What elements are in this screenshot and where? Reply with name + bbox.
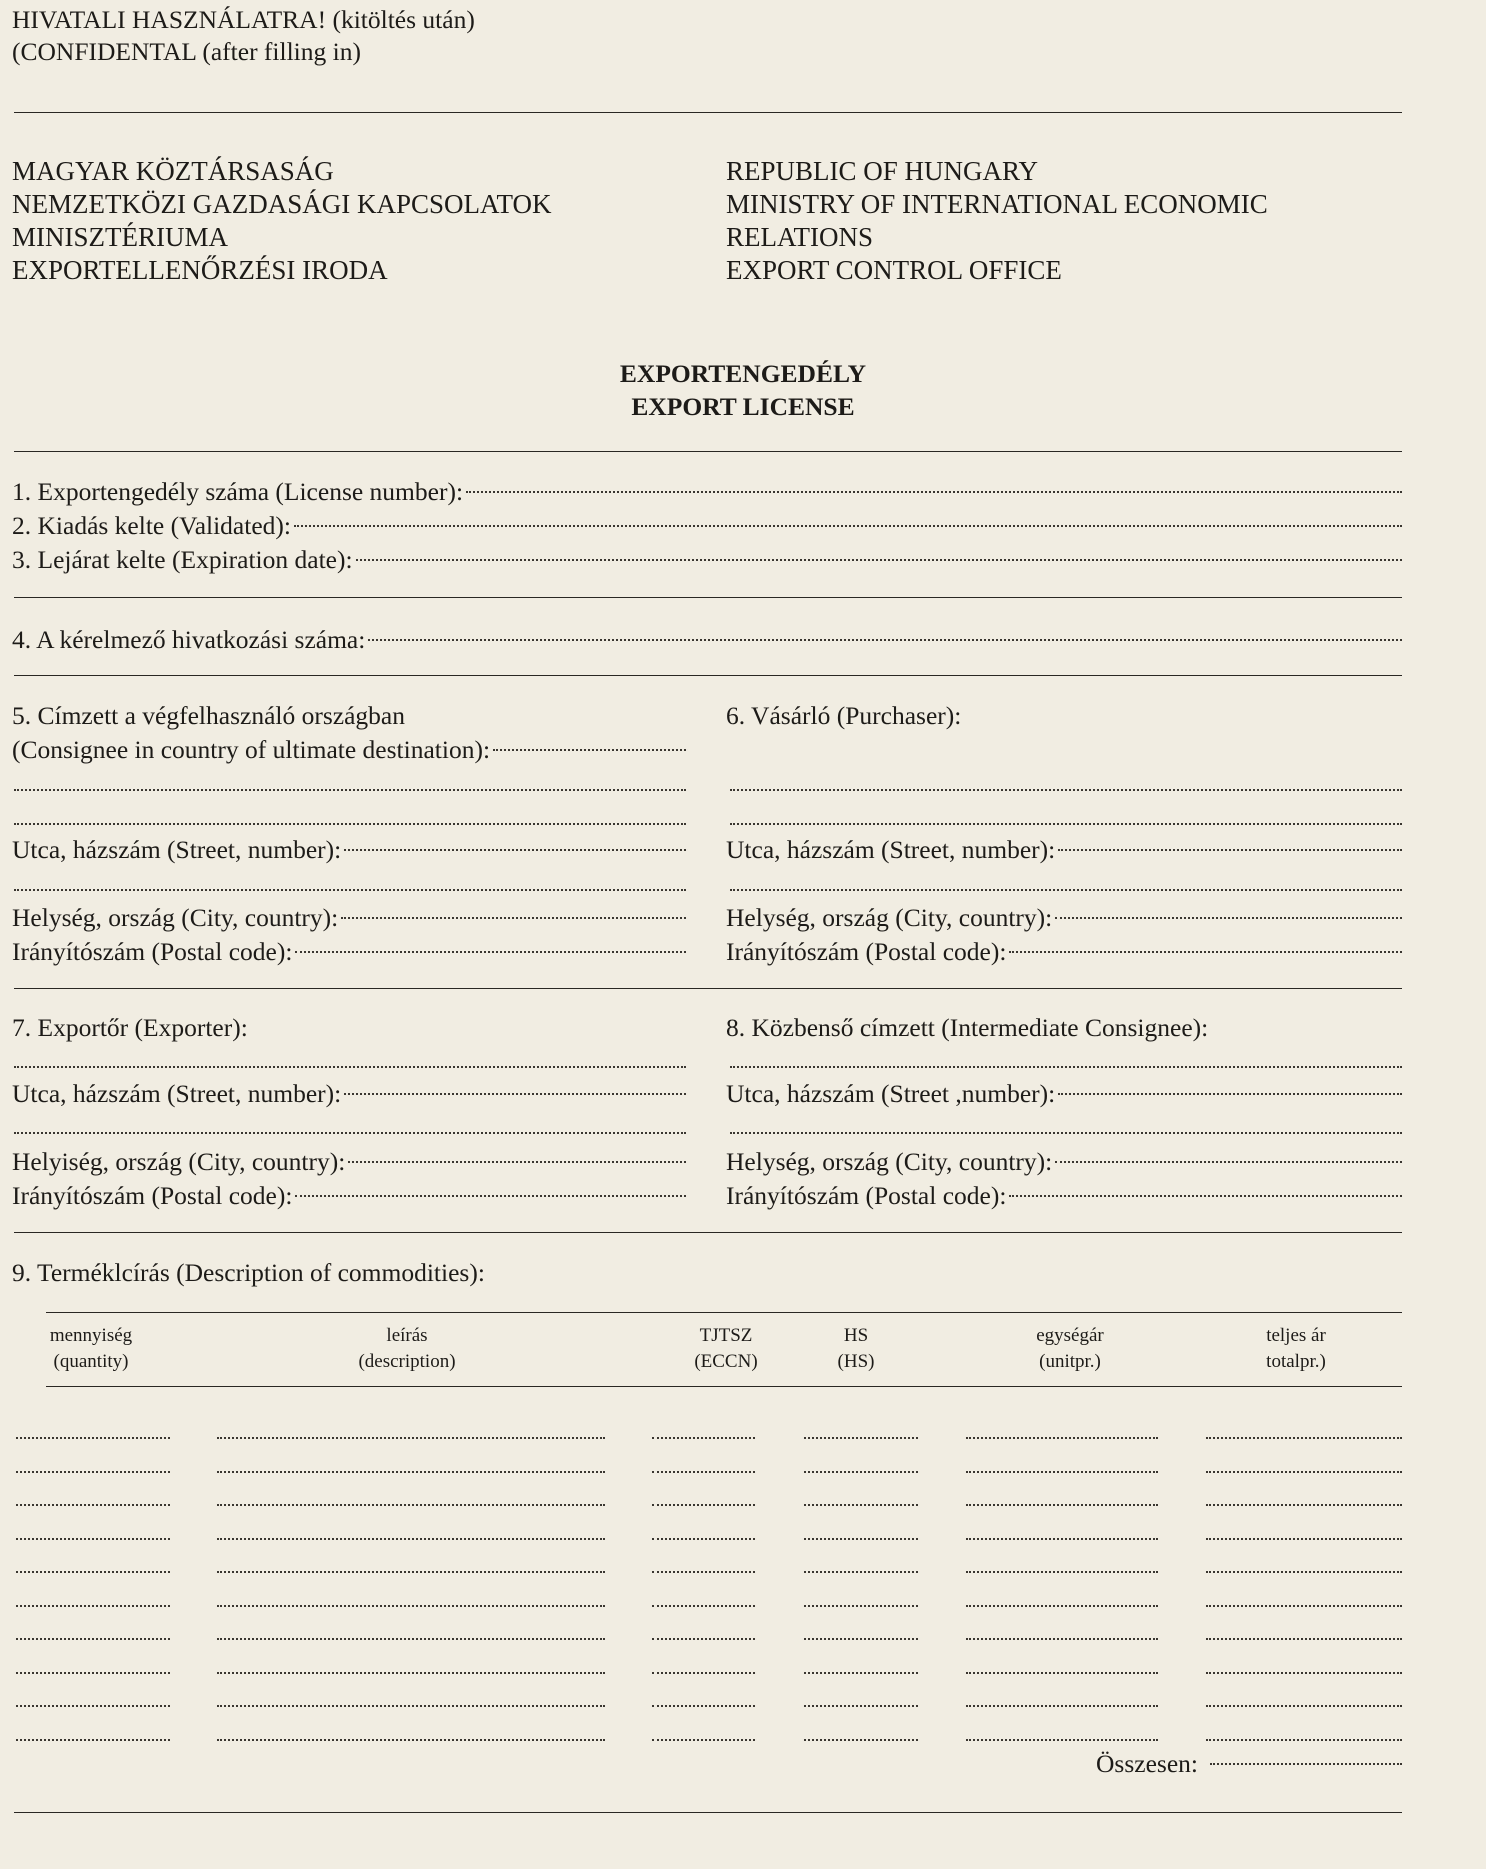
license-number-field[interactable] xyxy=(12,476,1402,508)
cell-blank-eccn[interactable] xyxy=(652,1638,755,1640)
col-header-total-price xyxy=(1226,1323,1366,1375)
license-number-label: 1. Exportengedély száma (License number): xyxy=(12,477,464,506)
authority-hu-line4: EXPORTELLENŐRZÉSI IRODA xyxy=(12,255,388,285)
cell-blank-quantity[interactable] xyxy=(16,1571,170,1573)
authority-en-line3: RELATIONS xyxy=(726,222,873,252)
cell-blank-hs[interactable] xyxy=(804,1638,918,1640)
col-header-hs-en: (HS) xyxy=(837,1351,875,1372)
divider xyxy=(14,112,1402,113)
purchaser-blank-line[interactable] xyxy=(730,789,1402,791)
authority-hu-line1: MAGYAR KÖZTÁRSASÁG xyxy=(12,156,334,186)
intermediate-heading: 8. Közbenső címzett (Intermediate Consignee): xyxy=(726,1013,1209,1042)
consignee-blank-line[interactable] xyxy=(14,789,686,791)
purchaser-postal-field[interactable] xyxy=(726,936,1402,968)
col-header-eccn-hu: TJTSZ xyxy=(699,1325,753,1346)
table-top-rule xyxy=(46,1312,1402,1313)
cell-blank-eccn[interactable] xyxy=(652,1437,755,1439)
consignee-postal-label: Irányítószám (Postal code): xyxy=(12,937,293,966)
consignee-street-blank[interactable] xyxy=(344,849,686,851)
cell-blank-eccn[interactable] xyxy=(652,1504,755,1506)
cell-blank-eccn[interactable] xyxy=(652,1538,755,1540)
consignee-heading: 5. Címzett a végfelhasználó országban xyxy=(12,701,405,730)
cell-blank-total-price[interactable] xyxy=(1206,1739,1402,1741)
cell-blank-unit-price[interactable] xyxy=(966,1638,1158,1640)
cell-blank-quantity[interactable] xyxy=(16,1471,170,1473)
consignee-city-label: Helység, ország (City, country): xyxy=(12,903,339,932)
cell-blank-unit-price[interactable] xyxy=(966,1739,1158,1741)
divider xyxy=(14,1232,1402,1233)
consignee-city-field[interactable] xyxy=(12,902,686,934)
intermediate-postal-field[interactable] xyxy=(726,1180,1402,1212)
cell-blank-description[interactable] xyxy=(217,1538,605,1540)
consignee-street-label: Utca, házszám (Street, number): xyxy=(12,835,342,864)
cell-blank-hs[interactable] xyxy=(804,1705,918,1707)
cell-blank-eccn[interactable] xyxy=(652,1605,755,1607)
form-title-hu: EXPORTENGEDÉLY xyxy=(619,359,867,388)
cell-blank-hs[interactable] xyxy=(804,1605,918,1607)
validated-field[interactable] xyxy=(12,510,1402,542)
purchaser-city-label: Helység, ország (City, country): xyxy=(726,903,1053,932)
intermediate-city-field[interactable] xyxy=(726,1146,1402,1178)
total-label: Összesen: xyxy=(1096,1749,1198,1778)
cell-blank-unit-price[interactable] xyxy=(966,1471,1158,1473)
consignee-postal-blank[interactable] xyxy=(295,951,686,953)
col-header-unit-price-hu: egységár xyxy=(1036,1325,1104,1346)
cell-blank-total-price[interactable] xyxy=(1206,1672,1402,1674)
cell-blank-description[interactable] xyxy=(217,1504,605,1506)
cell-blank-total-price[interactable] xyxy=(1206,1538,1402,1540)
exporter-street-blank[interactable] xyxy=(344,1093,686,1095)
authority-en-line1: REPUBLIC OF HUNGARY xyxy=(726,156,1039,186)
consignee-street-field[interactable] xyxy=(12,834,686,866)
applicant-reference-blank[interactable] xyxy=(368,639,1402,641)
col-header-quantity-en: (quantity) xyxy=(53,1351,129,1372)
col-header-eccn-en: (ECCN) xyxy=(694,1351,758,1372)
cell-blank-eccn[interactable] xyxy=(652,1705,755,1707)
exporter-blank-line[interactable] xyxy=(14,1066,686,1068)
cell-blank-unit-price[interactable] xyxy=(966,1672,1158,1674)
cell-blank-unit-price[interactable] xyxy=(966,1605,1158,1607)
expiration-date-blank[interactable] xyxy=(356,559,1402,561)
col-header-quantity xyxy=(26,1323,156,1375)
col-header-hs xyxy=(806,1323,906,1375)
purchaser-city-blank[interactable] xyxy=(1055,917,1402,919)
divider xyxy=(14,675,1402,676)
validated-label: 2. Kiadás kelte (Validated): xyxy=(12,511,291,540)
purchaser-heading: 6. Vásárló (Purchaser): xyxy=(726,701,962,730)
intermediate-street-label: Utca, házszám (Street ,number): xyxy=(726,1079,1056,1108)
authority-hu-line3: MINISZTÉRIUMA xyxy=(12,222,228,252)
cell-blank-unit-price[interactable] xyxy=(966,1437,1158,1439)
cell-blank-total-price[interactable] xyxy=(1206,1605,1402,1607)
divider xyxy=(14,597,1402,598)
consignee-blank[interactable] xyxy=(493,749,686,751)
cell-blank-eccn[interactable] xyxy=(652,1672,755,1674)
exporter-blank-line[interactable] xyxy=(14,1132,686,1134)
cell-blank-description[interactable] xyxy=(217,1571,605,1573)
intermediate-postal-label: Irányítószám (Postal code): xyxy=(726,1181,1007,1210)
cell-blank-description[interactable] xyxy=(217,1638,605,1640)
exporter-postal-field[interactable] xyxy=(12,1180,686,1212)
cell-blank-total-price[interactable] xyxy=(1206,1504,1402,1506)
cell-blank-hs[interactable] xyxy=(804,1571,918,1573)
authority-hu-line2: NEMZETKÖZI GAZDASÁGI KAPCSOLATOK xyxy=(12,189,552,219)
cell-blank-hs[interactable] xyxy=(804,1471,918,1473)
exporter-city-blank[interactable] xyxy=(348,1161,686,1163)
cell-blank-hs[interactable] xyxy=(804,1504,918,1506)
purchaser-street-label: Utca, házszám (Street, number): xyxy=(726,835,1056,864)
table-header-rule xyxy=(46,1386,1402,1387)
col-header-unit-price xyxy=(1000,1323,1140,1375)
validated-blank[interactable] xyxy=(294,525,1402,527)
cell-blank-hs[interactable] xyxy=(804,1538,918,1540)
applicant-reference-field[interactable] xyxy=(12,624,1402,656)
exporter-postal-label: Irányítószám (Postal code): xyxy=(12,1181,293,1210)
cell-blank-description[interactable] xyxy=(217,1437,605,1439)
cell-blank-unit-price[interactable] xyxy=(966,1571,1158,1573)
divider xyxy=(14,451,1402,452)
cell-blank-unit-price[interactable] xyxy=(966,1705,1158,1707)
confidential-notice-hu: HIVATALI HASZNÁLATRA! (kitöltés után) xyxy=(12,5,475,34)
col-header-hs-hu: HS xyxy=(843,1325,869,1346)
total-blank[interactable] xyxy=(1210,1763,1402,1765)
applicant-reference-label: 4. A kérelmező hivatkozási száma: xyxy=(12,625,366,654)
total-field[interactable] xyxy=(1096,1748,1402,1780)
consignee-postal-field[interactable] xyxy=(12,936,686,968)
intermediate-street-field[interactable] xyxy=(726,1078,1402,1110)
cell-blank-quantity[interactable] xyxy=(16,1605,170,1607)
col-header-quantity-hu: mennyiség xyxy=(49,1325,133,1346)
purchaser-city-field[interactable] xyxy=(726,902,1402,934)
exporter-city-field[interactable] xyxy=(12,1146,686,1178)
intermediate-street-blank[interactable] xyxy=(1058,1093,1402,1095)
exporter-postal-blank[interactable] xyxy=(295,1195,686,1197)
confidential-notice-en: (CONFIDENTAL (after filling in) xyxy=(12,37,361,66)
intermediate-postal-blank[interactable] xyxy=(1009,1195,1402,1197)
consignee-blank-line[interactable] xyxy=(14,823,686,825)
cell-blank-quantity[interactable] xyxy=(16,1705,170,1707)
authority-en-line2: MINISTRY OF INTERNATIONAL ECONOMIC xyxy=(726,189,1268,219)
consignee-city-blank[interactable] xyxy=(341,917,686,919)
cell-blank-quantity[interactable] xyxy=(16,1437,170,1439)
purchaser-blank-line[interactable] xyxy=(730,889,1402,891)
cell-blank-description[interactable] xyxy=(217,1672,605,1674)
col-header-eccn xyxy=(676,1323,776,1375)
cell-blank-total-price[interactable] xyxy=(1206,1705,1402,1707)
cell-blank-hs[interactable] xyxy=(804,1672,918,1674)
cell-blank-quantity[interactable] xyxy=(16,1504,170,1506)
cell-blank-hs[interactable] xyxy=(804,1437,918,1439)
purchaser-street-field[interactable] xyxy=(726,834,1402,866)
cell-blank-quantity[interactable] xyxy=(16,1538,170,1540)
divider xyxy=(14,988,1402,989)
purchaser-postal-label: Irányítószám (Postal code): xyxy=(726,937,1007,966)
commodities-heading: 9. Terméklcírás (Description of commodities): xyxy=(12,1258,485,1287)
consignee-heading-en: (Consignee in country of ultimate destination): xyxy=(12,735,491,764)
cell-blank-eccn[interactable] xyxy=(652,1739,755,1741)
consignee-field[interactable] xyxy=(12,734,686,766)
cell-blank-unit-price[interactable] xyxy=(966,1538,1158,1540)
cell-blank-total-price[interactable] xyxy=(1206,1471,1402,1473)
consignee-blank-line[interactable] xyxy=(14,889,686,891)
intermediate-city-label: Helység, ország (City, country): xyxy=(726,1147,1053,1176)
cell-blank-total-price[interactable] xyxy=(1206,1571,1402,1573)
col-header-description xyxy=(327,1323,487,1375)
col-header-total-price-hu: teljes ár xyxy=(1266,1325,1326,1346)
intermediate-blank-line[interactable] xyxy=(730,1132,1402,1134)
cell-blank-description[interactable] xyxy=(217,1705,605,1707)
cell-blank-eccn[interactable] xyxy=(652,1471,755,1473)
cell-blank-total-price[interactable] xyxy=(1206,1638,1402,1640)
cell-blank-hs[interactable] xyxy=(804,1739,918,1741)
intermediate-blank-line[interactable] xyxy=(730,1066,1402,1068)
exporter-street-field[interactable] xyxy=(12,1078,686,1110)
expiration-date-label: 3. Lejárat kelte (Expiration date): xyxy=(12,545,353,574)
form-title-en: EXPORT LICENSE xyxy=(631,392,855,421)
cell-blank-description[interactable] xyxy=(217,1471,605,1473)
cell-blank-total-price[interactable] xyxy=(1206,1437,1402,1439)
authority-en-line4: EXPORT CONTROL OFFICE xyxy=(726,255,1062,285)
expiration-date-field[interactable] xyxy=(12,544,1402,576)
col-header-total-price-en: totalpr.) xyxy=(1266,1351,1326,1372)
col-header-description-en: (description) xyxy=(358,1351,456,1372)
license-number-blank[interactable] xyxy=(466,491,1402,493)
cell-blank-quantity[interactable] xyxy=(16,1672,170,1674)
intermediate-city-blank[interactable] xyxy=(1055,1161,1402,1163)
cell-blank-description[interactable] xyxy=(217,1605,605,1607)
cell-blank-eccn[interactable] xyxy=(652,1571,755,1573)
cell-blank-unit-price[interactable] xyxy=(966,1504,1158,1506)
divider xyxy=(14,1812,1402,1813)
exporter-city-label: Helyiség, ország (City, country): xyxy=(12,1147,346,1176)
purchaser-blank-line[interactable] xyxy=(730,823,1402,825)
cell-blank-quantity[interactable] xyxy=(16,1638,170,1640)
purchaser-postal-blank[interactable] xyxy=(1009,951,1402,953)
cell-blank-description[interactable] xyxy=(217,1739,605,1741)
cell-blank-quantity[interactable] xyxy=(16,1739,170,1741)
col-header-unit-price-en: (unitpr.) xyxy=(1039,1351,1101,1372)
purchaser-street-blank[interactable] xyxy=(1058,849,1402,851)
exporter-street-label: Utca, házszám (Street, number): xyxy=(12,1079,342,1108)
col-header-description-hu: leírás xyxy=(386,1325,428,1346)
exporter-heading: 7. Exportőr (Exporter): xyxy=(12,1013,248,1042)
